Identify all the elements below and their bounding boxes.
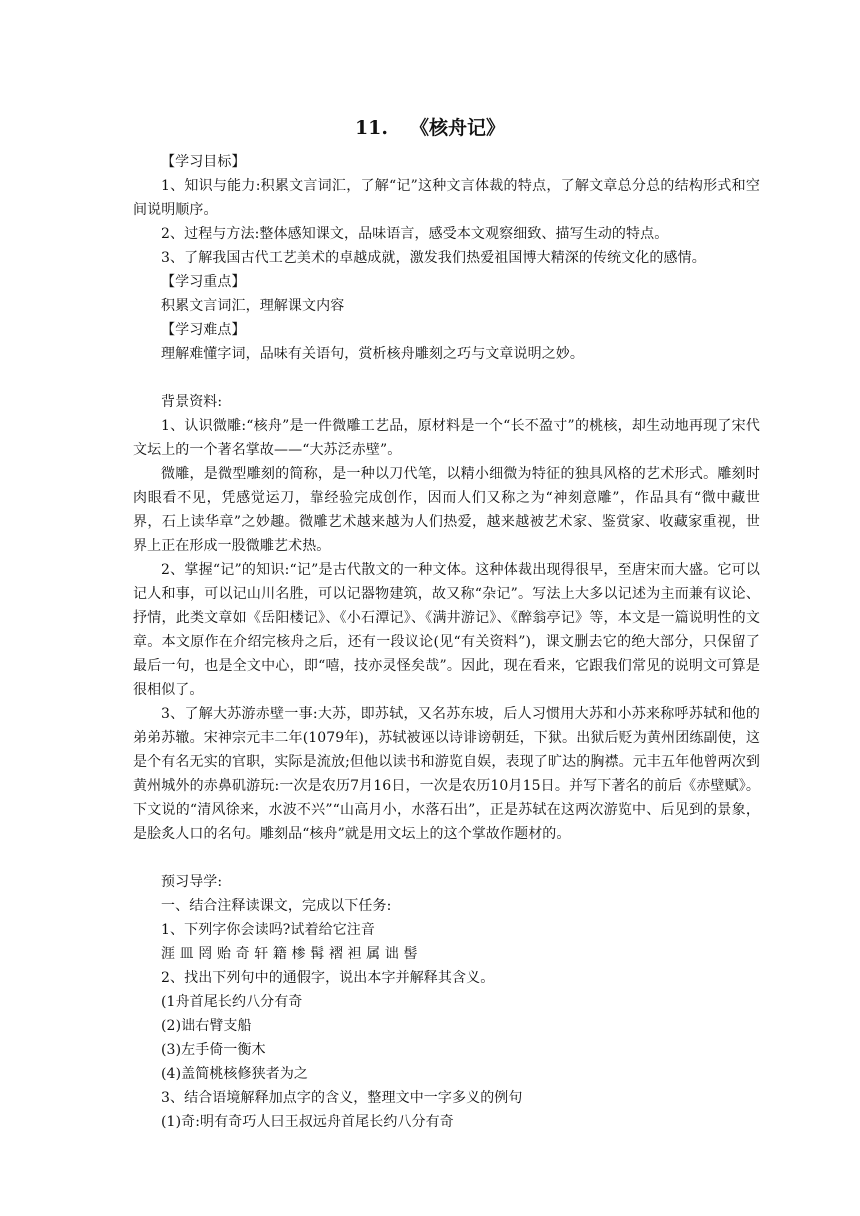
blank-line <box>133 366 760 390</box>
question-2-item: (3)左手倚一衡木 <box>161 1042 266 1058</box>
pronunciation-chars: 涯 皿 罔 贻 奇 轩 籍 椮 髯 褶 袒 属 诎 髻 <box>161 946 418 962</box>
task-heading: 一、结合注释读课文，完成以下任务: <box>161 898 392 914</box>
goals-heading: 【学习目标】 <box>161 154 246 170</box>
question-1: 1、下列字你会读吗?试着给它注音 <box>161 922 376 938</box>
background-paragraph: 1、认识微雕:“核舟”是一件微雕工艺品，原材料是一个“长不盈寸”的桃核，却生动地再现了宋代文坛上的一个著名掌故——“大苏泛赤壁”。 <box>133 418 760 458</box>
preview-heading: 预习导学: <box>161 874 223 890</box>
key-points-heading: 【学习重点】 <box>161 274 246 290</box>
key-points-text: 积累文言词汇，理解课文内容 <box>161 298 345 314</box>
question-2-item: (4)盖简桃核修狭者为之 <box>161 1066 309 1082</box>
goal-item: 3、了解我国古代工艺美术的卓越成就，激发我们热爱祖国博大精深的传统文化的感情。 <box>161 250 706 266</box>
question-2: 2、找出下列句中的通假字，说出本字并解释其含义。 <box>161 970 495 986</box>
difficulties-heading: 【学习难点】 <box>161 322 246 338</box>
title-text: 《核舟记》 <box>410 117 506 139</box>
background-heading: 背景资料: <box>161 394 223 410</box>
title-number: 11. <box>354 117 389 139</box>
background-paragraph: 2、掌握“记”的知识:“记”是古代散文的一种文体。这种体裁出现得很早，至唐宋而大盛。它可以记人和事，可以记山川名胜，可以记器物建筑，故又称“杂记”。写法上大多以记述为主而兼有议论、抒情，此类文章如《岳阳楼记》、《小石潭记》、《满井游记》、《醉翁亭记》等，本文是一篇说明性的文章。本文原作在介绍完核舟之后，还有一段议论(见“有关资料”)，课文删去它的绝大部分，只保留了最后一句，也是全文中心，即“嘻，技亦灵怪矣哉”。因此，现在看来，它跟我们常见的说明文可算是很相似了。 <box>133 562 760 698</box>
goal-item: 1、知识与能力:积累文言词汇，了解“记”这种文言体裁的特点，了解文章总分总的结构形式和空间说明顺序。 <box>133 178 760 218</box>
question-2-item: (1舟首尾长约八分有奇 <box>161 994 303 1010</box>
background-paragraph: 微雕，是微型雕刻的简称，是一种以刀代笔，以精小细微为特征的独具风格的艺术形式。雕刻时肉眼看不见，凭感觉运刀，靠经验完成创作，因而人们又称之为“神刻意雕”，作品具有“微中藏世界，石上读华章”之妙趣。微雕艺术越来越为人们热爱，越来越被艺术家、鉴赏家、收藏家重视，世界上正在形成一股微雕艺术热。 <box>133 466 760 554</box>
goal-item: 2、过程与方法:整体感知课文，品味语言，感受本文观察细致、描写生动的特点。 <box>161 226 669 242</box>
page-title <box>0 114 860 142</box>
difficulties-text: 理解难懂字词，品味有关语句，赏析核舟雕刻之巧与文章说明之妙。 <box>161 346 584 362</box>
background-paragraph: 3、了解大苏游赤壁一事:大苏，即苏轼，又名苏东坡，后人习惯用大苏和小苏来称呼苏轼和他的弟弟苏辙。宋神宗元丰二年(1079年)，苏轼被诬以诗诽谤朝廷，下狱。出狱后贬为黄州团练副使，这是个有名无实的官职，实际是流放;但他以读书和游览自娱，表现了旷达的胸襟。元丰五年他曾两次到黄州城外的赤鼻矶游玩:一次是农历7月16日，一次是农历10月15日。并写下著名的前后《赤壁赋》。下文说的“清风徐来，水波不兴”“山高月小，水落石出”，正是苏轼在这两次游览中、后见到的景象，是脍炙人口的名句。雕刻品“核舟”就是用文坛上的这个掌故作题材的。 <box>133 706 760 842</box>
question-2-item: (2)诎右臂支船 <box>161 1018 252 1034</box>
document-body <box>133 150 760 1134</box>
question-3: 3、结合语境解释加点字的含义，整理文中一字多义的例句 <box>161 1090 523 1106</box>
blank-line <box>133 846 760 870</box>
question-3-item: (1)奇:明有奇巧人曰王叔远舟首尾长约八分有奇 <box>161 1114 454 1130</box>
